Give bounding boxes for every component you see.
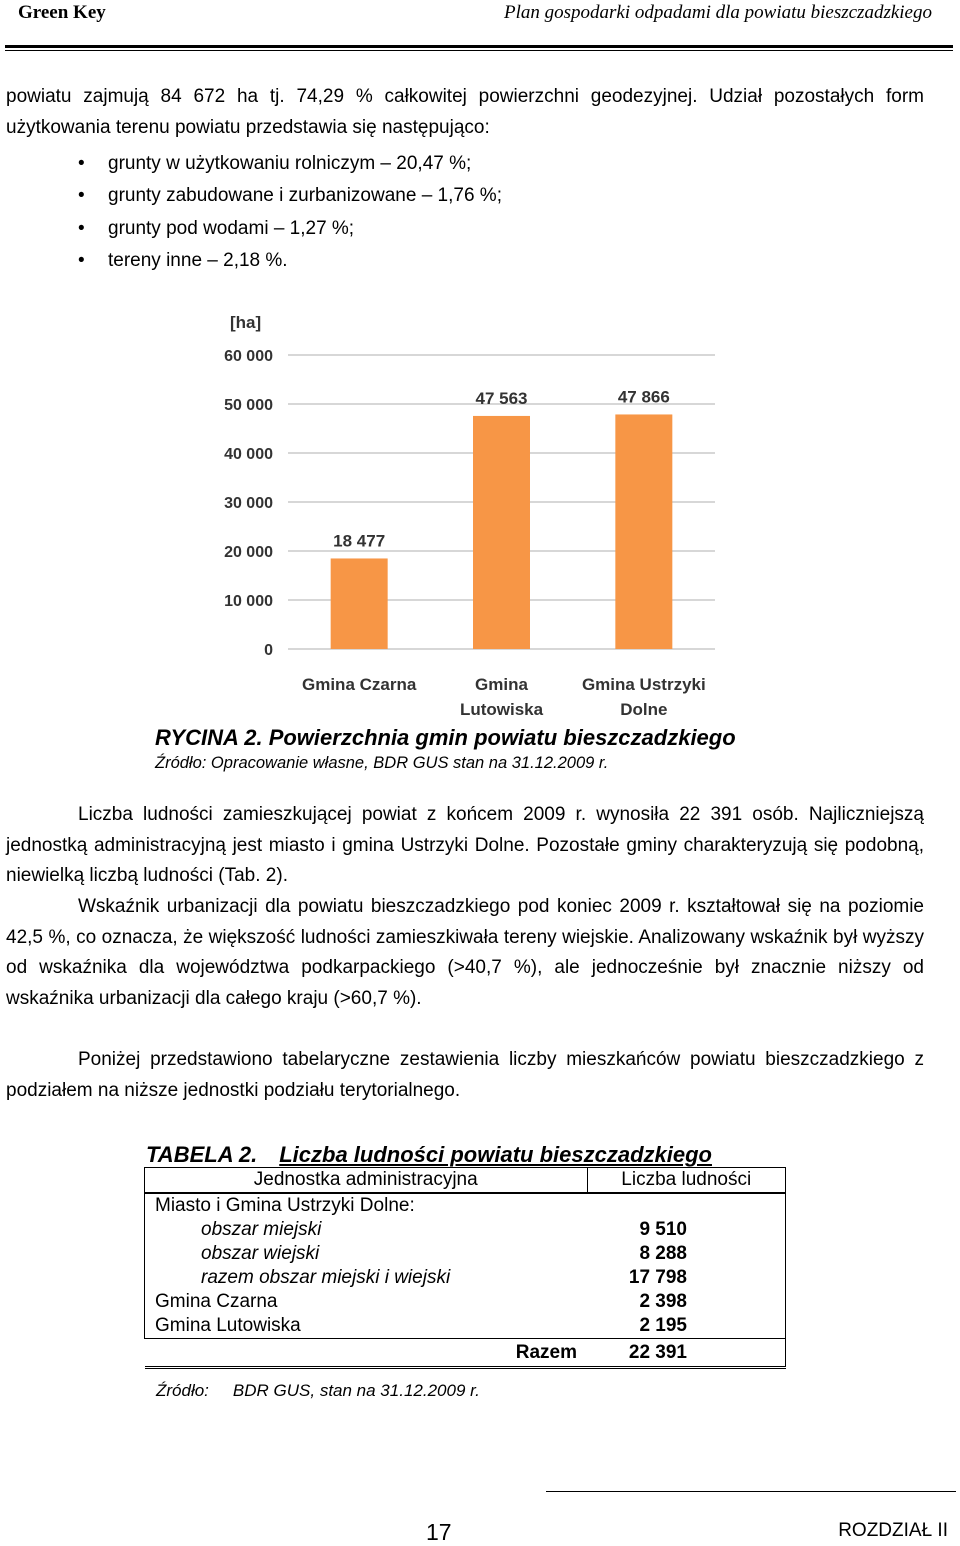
chapter-label: ROZDZIAŁ II (838, 1520, 948, 1541)
header-rule-thin (5, 50, 953, 51)
list-item: • grunty zabudowane i zurbanizowane – 1,76 %; (0, 180, 502, 212)
bar (615, 414, 672, 649)
table-title (146, 1142, 712, 1168)
row-value: 17 798 (587, 1266, 786, 1290)
table-label: TABELA 2. (146, 1142, 258, 1167)
header-document-title: Plan gospodarki odpadami dla powiatu bieszczadzkiego (503, 2, 932, 23)
row-value: 2 398 (587, 1290, 786, 1314)
table-source (156, 1381, 480, 1401)
list-item: • grunty pod wodami – 1,27 %; (0, 213, 502, 245)
y-tick-label: 50 000 (224, 397, 273, 414)
table-source-label: Źródło: (156, 1381, 209, 1400)
row-value: 2 195 (587, 1314, 786, 1339)
table-intro-paragraph: Poniżej przedstawiono tabelaryczne zestawienia liczby mieszkańców powiatu bieszczadzkiego z podziałem na niższe jednostki podziału terytorialnego. (6, 1049, 924, 1101)
table-row (145, 1314, 786, 1339)
data-label: 47 866 (617, 387, 670, 407)
y-tick-label: 40 000 (224, 446, 273, 463)
data-label: 18 477 (333, 531, 386, 551)
table-row (145, 1218, 786, 1242)
y-tick-label: 60 000 (224, 348, 273, 365)
list-item: • tereny inne – 2,18 %. (0, 245, 502, 277)
table-source-text: BDR GUS, stan na 31.12.2009 r. (232, 1381, 480, 1400)
intro-paragraph: powiatu zajmują 84 672 ha tj. 74,29 % całkowitej powierzchni geodezyjnej. Udział pozostałych form użytkowania terenu powiatu przedstawia się następująco: (6, 86, 924, 138)
row-name: obszar miejski (145, 1218, 588, 1242)
population-paragraph: Liczba ludności zamieszkującej powiat z końcem 2009 r. wynosiła 22 391 osób. Najliczniejszą jednostką administracyjną jest miasto i gmina Ustrzyki Dolne. Pozostałe gminy charakteryzują się podobną, niewielką liczbą ludności (Tab. 2). (6, 804, 924, 887)
row-value: 9 510 (587, 1218, 786, 1242)
row-name: obszar wiejski (145, 1242, 588, 1266)
area-bar-chart (210, 305, 740, 725)
table-row (145, 1290, 786, 1314)
header-rule (5, 45, 953, 48)
total-value: 22 391 (587, 1339, 786, 1368)
x-tick-label: Dolne (620, 700, 668, 719)
list-item: • grunty w użytkowaniu rolniczym – 20,47 %; (0, 148, 502, 180)
urbanization-paragraph: Wskaźnik urbanizacji dla powiatu bieszczadzkiego pod koniec 2009 r. kształtował się na poziomie 42,5 %, co oznacza, że większość ludności zamieszkiwała tereny wiejskie. Analizowany wskaźnik był wyższy od wskaźnika dla województwa podkarpackiego (>40,7 %), ale jednocześnie był znacznie niższy od wskaźnika urbanizacji dla całego kraju (>60,7 %). (6, 896, 924, 1009)
y-axis-unit-label: [ha] (230, 313, 262, 332)
page-number: 17 (426, 1519, 452, 1545)
x-tick-label: Lutowiska (459, 700, 544, 719)
y-tick-label: 10 000 (224, 593, 273, 610)
bar (473, 416, 530, 649)
row-name: Miasto i Gmina Ustrzyki Dolne: (145, 1193, 588, 1218)
footer-rule (546, 1491, 956, 1492)
population-table (144, 1167, 786, 1369)
table-name: Liczba ludności powiatu bieszczadzkiego (279, 1142, 712, 1167)
table-row (145, 1193, 786, 1218)
x-tick-label: Gmina Ustrzyki (581, 675, 706, 694)
column-header-unit: Jednostka administracyjna (145, 1168, 588, 1194)
figure-source: Źródło: Opracowanie własne, BDR GUS stan na 31.12.2009 r. (155, 754, 609, 772)
y-tick-label: 20 000 (224, 544, 273, 561)
table-row (145, 1242, 786, 1266)
y-tick-label: 0 (264, 642, 273, 659)
row-name: Gmina Czarna (145, 1290, 588, 1314)
x-tick-label: Gmina Czarna (302, 675, 417, 694)
row-value: 8 288 (587, 1242, 786, 1266)
land-use-list (0, 148, 502, 277)
bar (331, 558, 388, 649)
row-value (587, 1193, 786, 1218)
row-name: razem obszar miejski i wiejski (145, 1266, 588, 1290)
y-tick-label: 30 000 (224, 495, 273, 512)
figure-caption: RYCINA 2. Powierzchnia gmin powiatu bieszczadzkiego (155, 725, 736, 750)
column-header-population: Liczba ludności (587, 1168, 786, 1194)
header-company: Green Key (18, 2, 106, 23)
table-row (145, 1266, 786, 1290)
total-label: Razem (145, 1339, 588, 1368)
x-tick-label: Gmina (475, 675, 528, 694)
data-label: 47 563 (475, 388, 528, 408)
table-header-row (145, 1168, 786, 1194)
row-name: Gmina Lutowiska (145, 1314, 588, 1339)
table-total-row (145, 1339, 786, 1368)
